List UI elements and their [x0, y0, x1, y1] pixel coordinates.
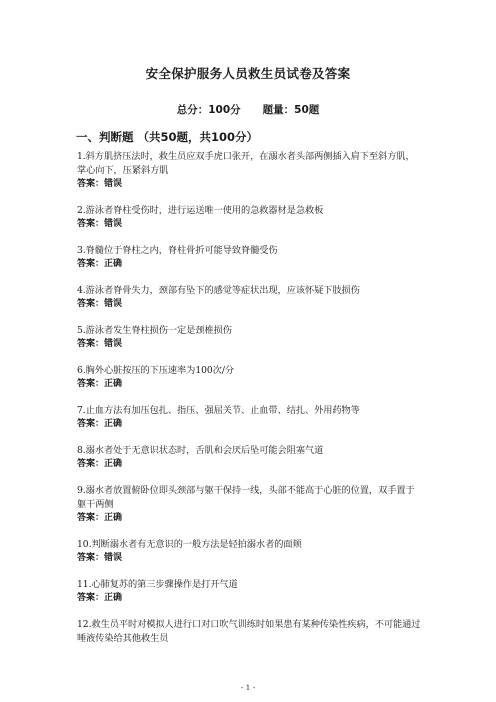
answer-label: 答案：错误 — [77, 299, 123, 309]
question-item — [77, 444, 423, 471]
document-title: 安全保护服务人员救生员试卷及答案 — [145, 66, 351, 81]
answer-label: 答案：错误 — [77, 179, 123, 189]
question-item — [77, 204, 423, 231]
answer-label: 答案：正确 — [77, 379, 123, 389]
question-text: 12.救生员平时对模拟人进行口对口吹气训练时如果患有某种传染性疾病，不可能通过唾液传染给其他救生员 — [77, 619, 421, 644]
question-list — [77, 150, 423, 659]
answer-label: 答案：错误 — [77, 553, 123, 563]
question-text: 5.游泳者发生脊柱损伤一定是颈椎损伤 — [77, 325, 232, 336]
question-text: 2.游泳者脊柱受伤时，进行运送唯一使用的急救器材是急救板 — [77, 205, 324, 216]
question-text: 11.心肺复苏的第三步骤操作是打开气道 — [77, 579, 238, 590]
question-text: 3.脊髓位于脊柱之内，脊柱骨折可能导致脊髓受伤 — [77, 245, 278, 256]
question-item — [77, 618, 423, 646]
question-item — [77, 324, 423, 351]
question-item — [77, 244, 423, 271]
question-text: 10.判断溺水者有无意识的一般方法是轻拍溺水者的面颊 — [77, 539, 302, 550]
question-text: 8.溺水者处于无意识状态时，舌肌和会厌后坠可能会阻塞气道 — [77, 445, 324, 456]
question-item — [77, 364, 423, 391]
question-text: 4.游泳者脊骨失力，颈部有坠下的感觉等症状出现，应该怀疑下肢损伤 — [77, 285, 360, 296]
question-item — [77, 150, 423, 191]
question-text: 9.溺水者放置俯卧位即头颈部与躯干保持一线，头部不能高于心脏的位置，双手置于躯干两侧 — [77, 485, 415, 510]
answer-label: 答案：正确 — [77, 593, 123, 603]
answer-label: 答案：正确 — [77, 259, 123, 269]
question-item — [77, 538, 423, 565]
question-item — [77, 284, 423, 311]
answer-label: 答案：正确 — [77, 513, 123, 523]
question-text: 6.胸外心脏按压的下压速率为100次/分 — [77, 365, 235, 376]
answer-label: 答案：错误 — [77, 219, 123, 229]
question-text: 1.斜方肌挤压法时，救生员应双手虎口张开，在溺水者头部两侧插入肩下至斜方肌，掌心向下，压紧斜方肌 — [77, 151, 415, 176]
question-count: 题量：50题 — [262, 104, 320, 116]
exam-meta — [0, 102, 496, 117]
section-heading: 一、判断题 （共50题，共100分） — [76, 130, 259, 144]
total-score: 总分：100分 — [176, 104, 241, 116]
answer-label: 答案：错误 — [77, 339, 123, 349]
question-item — [77, 404, 423, 431]
question-item — [77, 484, 423, 525]
answer-label: 答案：正确 — [77, 419, 123, 429]
question-text: 7.止血方法有加压包扎、指压、强屈关节、止血带、结扎、外用药物等 — [77, 405, 360, 416]
question-item — [77, 578, 423, 605]
answer-label: 答案：正确 — [77, 459, 123, 469]
page-number: - 1 - — [240, 683, 256, 692]
